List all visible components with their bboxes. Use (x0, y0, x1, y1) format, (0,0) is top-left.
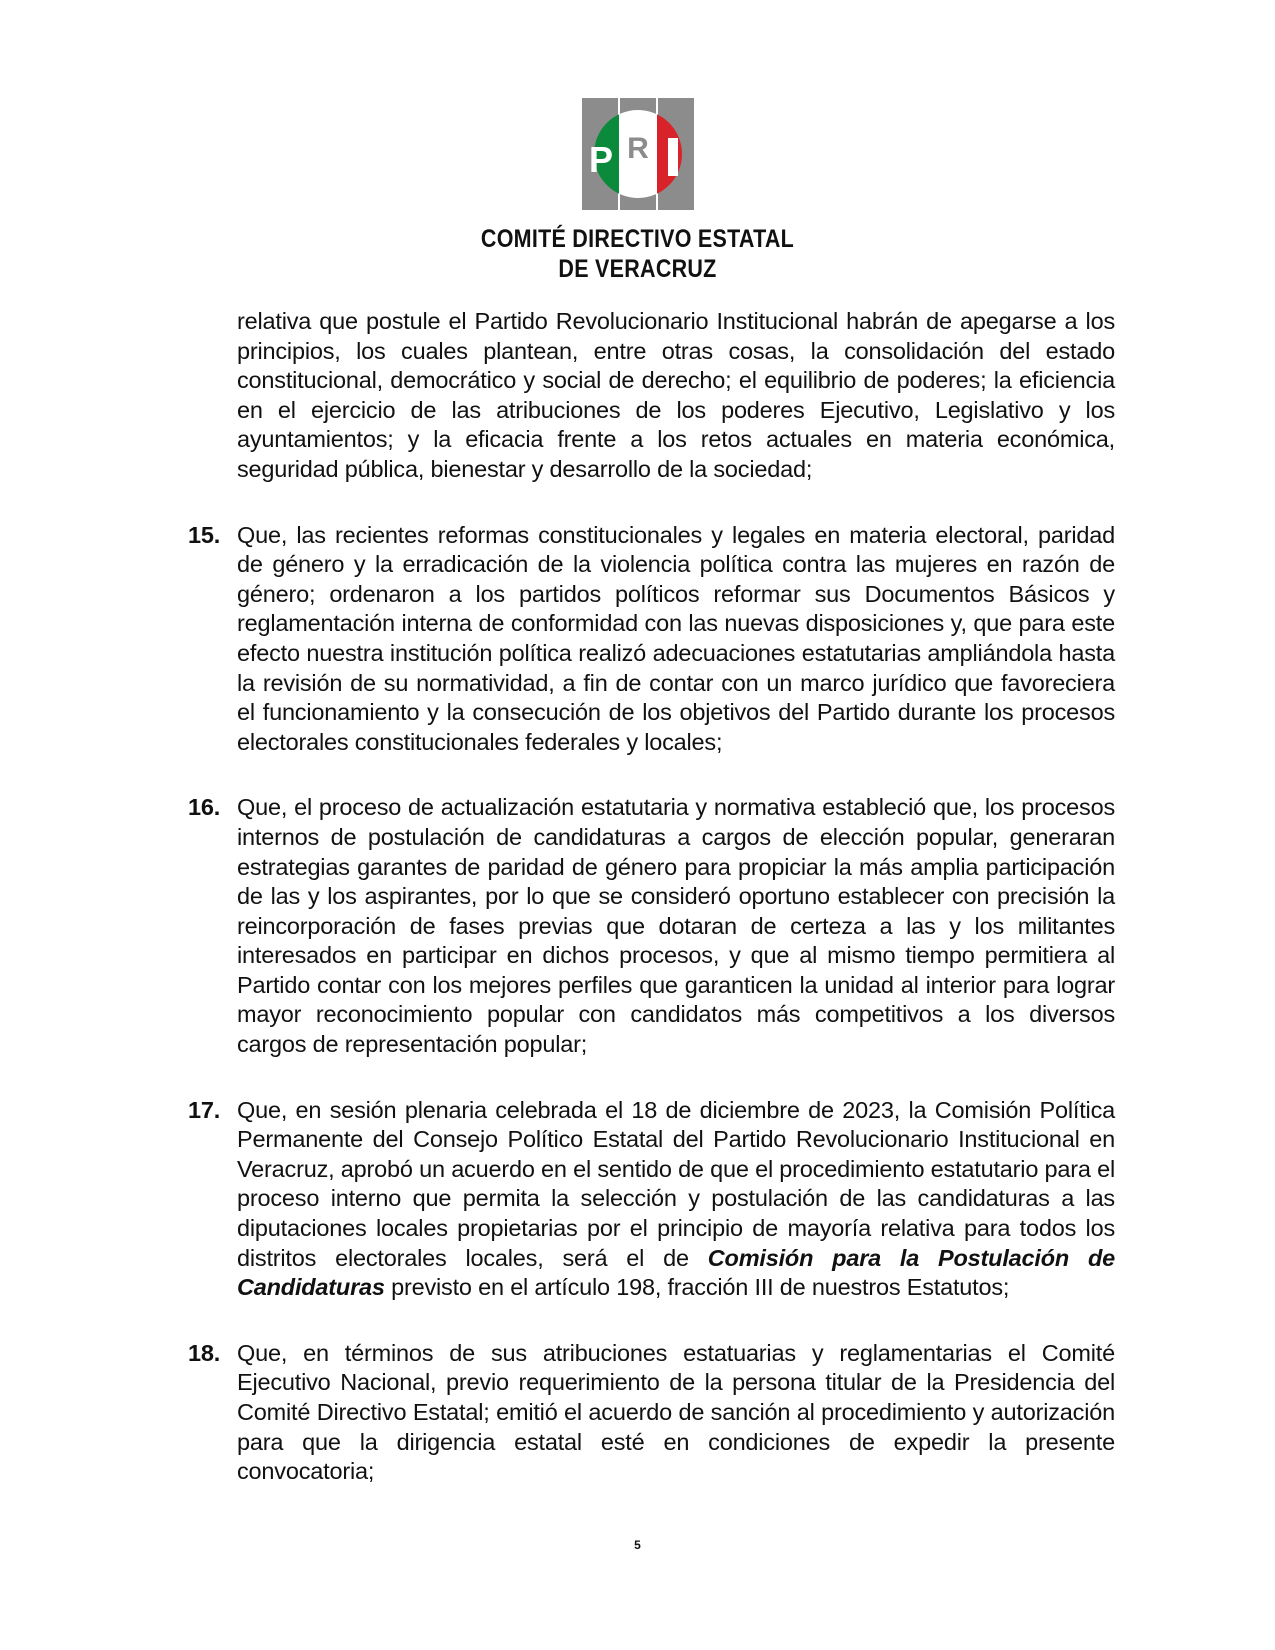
organization-title-line1: COMITÉ DIRECTIVO ESTATAL (480, 225, 795, 253)
item-number: 15. (188, 521, 221, 548)
svg-text:P: P (588, 139, 613, 180)
pri-logo (582, 98, 694, 210)
item-number: 17. (188, 1096, 221, 1123)
svg-text:R: R (626, 132, 649, 165)
item-text: Que, en términos de sus atribuciones estatuarias y reglamentarias el Comité Ejecutivo Nacional, previo requerimiento de la persona titular de la Presidencia del Comité Directivo Estatal; emitió el acuerdo de sanción al procedimiento y autorización para que la dirigencia estatal esté en condiciones de expedir la presente convocatoria; (237, 1339, 1115, 1485)
item-number: 16. (188, 794, 221, 821)
organization-title (89, 224, 1186, 284)
emphasized-term: Comisión para la Postulación de Candidaturas (237, 1244, 1115, 1301)
item-text-part: previsto en el artículo 198, fracción III de nuestros Estatutos; (384, 1274, 1010, 1301)
numbered-item-18 (188, 1339, 1115, 1487)
item-text: Que, las recientes reformas constitucionales y legales en materia electoral, paridad de género y la erradicación de la violencia política contra las mujeres en razón de género; ordenaron a los partidos políticos reformar sus Documentos Básicos y reglamentación interna de conformidad con las nuevas disposiciones y, que para este efecto nuestra institución política realizó adecuaciones estatutarias ampliándola hasta la revisión de su normatividad, a fin de contar con un marco jurídico que favoreciera el funcionamiento y la consecución de los objetivos del Partido durante los procesos electorales constitucionales federales y locales; (237, 521, 1115, 755)
item-text: Que, el proceso de actualización estatutaria y normativa estableció que, los procesos internos de postulación de candidaturas a cargos de elección popular, generaran estrategias garantes de paridad de género para propiciar la más amplia participación de las y los aspirantes, por lo que se consideró oportuno establecer con precisión la reincorporación de fases previas que dotaran de certeza a las y los militantes interesados en participar en dichos procesos, y que al mismo tiempo permitiera al Partido contar con los mejores perfiles que garanticen la unidad al interior para lograr mayor reconocimiento popular con candidatos más competitivos a los diversos cargos de representación popular; (237, 794, 1115, 1058)
document-body (188, 307, 1115, 1487)
numbered-item-15 (188, 521, 1115, 758)
item-number: 18. (188, 1339, 221, 1366)
numbered-item-16 (188, 793, 1115, 1059)
item-text-part: Que, en sesión plenaria celebrada el 18 de diciembre de 2023, la Comisión Política Permanente del Consejo Político Estatal del Partido Revolucionario Institucional en Veracruz, aprobó un acuerdo en el sentido de que el procedimiento estatutario para el proceso interno que permita la selección y postulación de las candidaturas a las diputaciones locales propietarias por el principio de mayoría relativa para todos los distritos electorales locales, será el de (237, 1096, 1115, 1271)
intro-paragraph: relativa que postule el Partido Revolucionario Institucional habrán de apegarse a los principios, los cuales plantean, entre otras cosas, la consolidación del estado constitucional, democrático y social de derecho; el equilibrio de poderes; la eficiencia en el ejercicio de las atribuciones de los poderes Ejecutivo, Legislativo y los ayuntamientos; y la eficacia frente a los retos actuales en materia económica, seguridad pública, bienestar y desarrollo de la sociedad; (237, 308, 1115, 482)
document-header (0, 98, 1275, 284)
item-text (237, 1096, 1115, 1303)
page-number: 5 (634, 1538, 641, 1552)
organization-title-line2: DE VERACRUZ (558, 255, 717, 283)
numbered-item-17 (188, 1096, 1115, 1303)
